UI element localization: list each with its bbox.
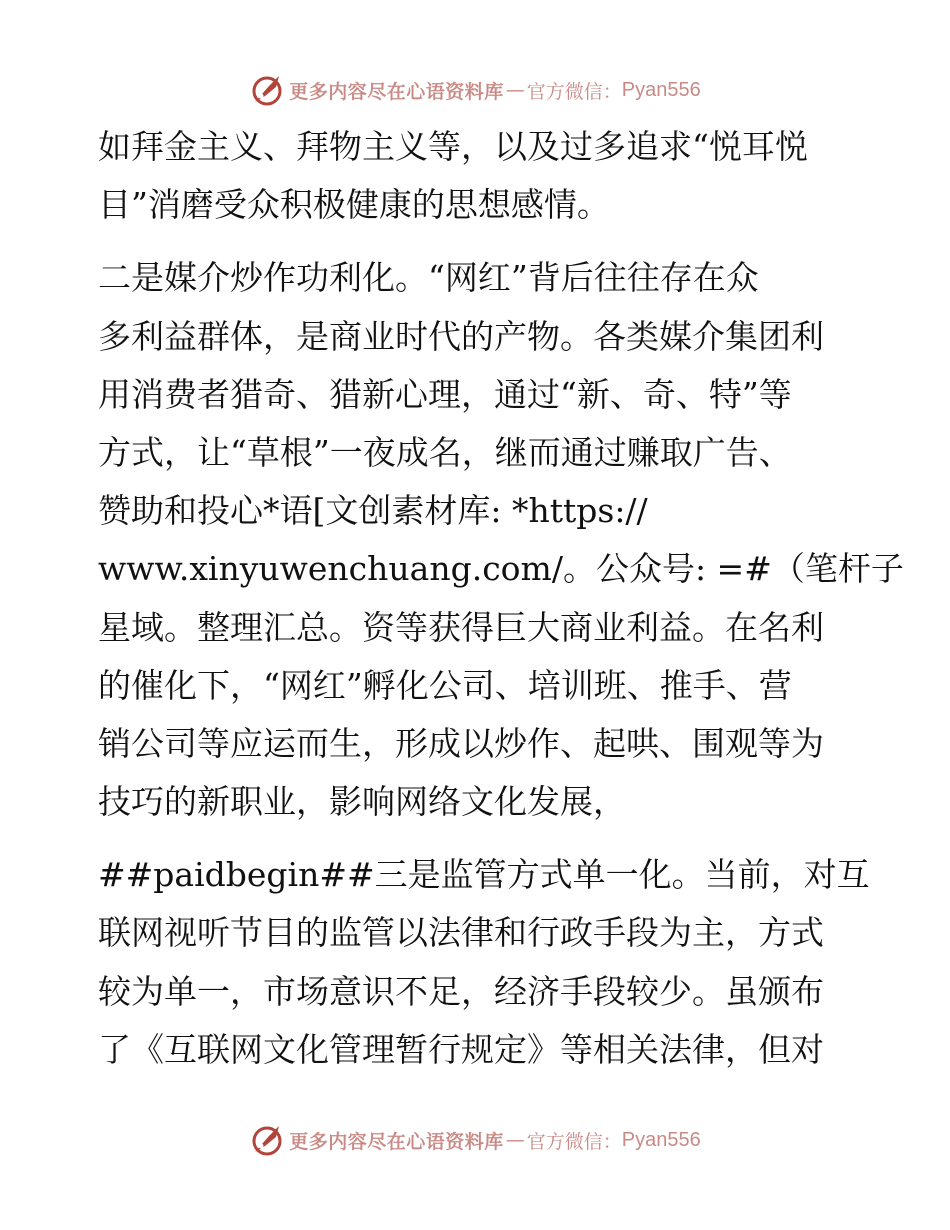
footer-banner (0, 1120, 950, 1160)
text-line: 较为单一，市场意识不足，经济手段较少。虽颁布 (98, 971, 824, 1011)
text-line: 多利益群体，是商业时代的产物。各类媒介集团利 (98, 316, 824, 356)
text-line: 方式，让“草根”一夜成名，继而通过赚取广告、 (98, 432, 792, 472)
text-line: 星域。整理汇总。资等获得巨大商业利益。在名利 (98, 607, 824, 647)
footer-wechat-id: Pyan556 (621, 1128, 701, 1151)
paragraph-gap (98, 234, 858, 249)
header-wechat-label: 官方微信： (526, 80, 622, 103)
paragraph-gap (98, 831, 858, 846)
text-line: 的催化下，“网红”孵化公司、培训班、推手、营 (98, 665, 792, 705)
text-line: 了《互联网文化管理暂行规定》等相关法律，但对 (98, 1029, 824, 1069)
document-body (98, 118, 904, 1079)
footer-dash: — (505, 1129, 525, 1151)
paragraph-2 (98, 249, 904, 831)
paragraph-3 (98, 846, 870, 1079)
header-brand-text: 更多内容尽在心语资料库 (289, 80, 504, 103)
text-line: 用消费者猎奇、猎新心理，通过“新、奇、特”等 (98, 374, 792, 414)
quill-logo-icon (249, 1122, 285, 1158)
footer-brand-text: 更多内容尽在心语资料库 (289, 1130, 504, 1153)
text-line: 如拜金主义、拜物主义等，以及过多追求“悦耳悦 (98, 127, 808, 166)
text-line: ##paidbegin##三是监管方式单一化。当前，对互 (98, 855, 870, 895)
header-wechat-id: Pyan556 (621, 78, 701, 101)
header-dash: — (505, 79, 525, 101)
text-line: www.xinyuwenchuang.com/。公众号: =#（笔杆子 (98, 549, 904, 589)
header-banner (0, 70, 950, 110)
text-line: 技巧的新职业，影响网络文化发展， (98, 782, 626, 822)
text-line: 赞助和投心*语[文创素材库: *https:// (98, 491, 648, 531)
text-line: 二是媒介炒作功利化。“网红”背后往往存在众 (98, 258, 759, 298)
footer-wechat-label: 官方微信： (526, 1130, 622, 1153)
quill-logo-icon (249, 72, 285, 108)
text-line: 销公司等应运而生，形成以炒作、起哄、围观等为 (98, 723, 824, 763)
text-line: 联网视听节目的监管以法律和行政手段为主，方式 (98, 913, 824, 953)
paragraph-1 (98, 118, 858, 234)
text-line: 目”消磨受众积极健康的思想感情。 (98, 185, 610, 225)
